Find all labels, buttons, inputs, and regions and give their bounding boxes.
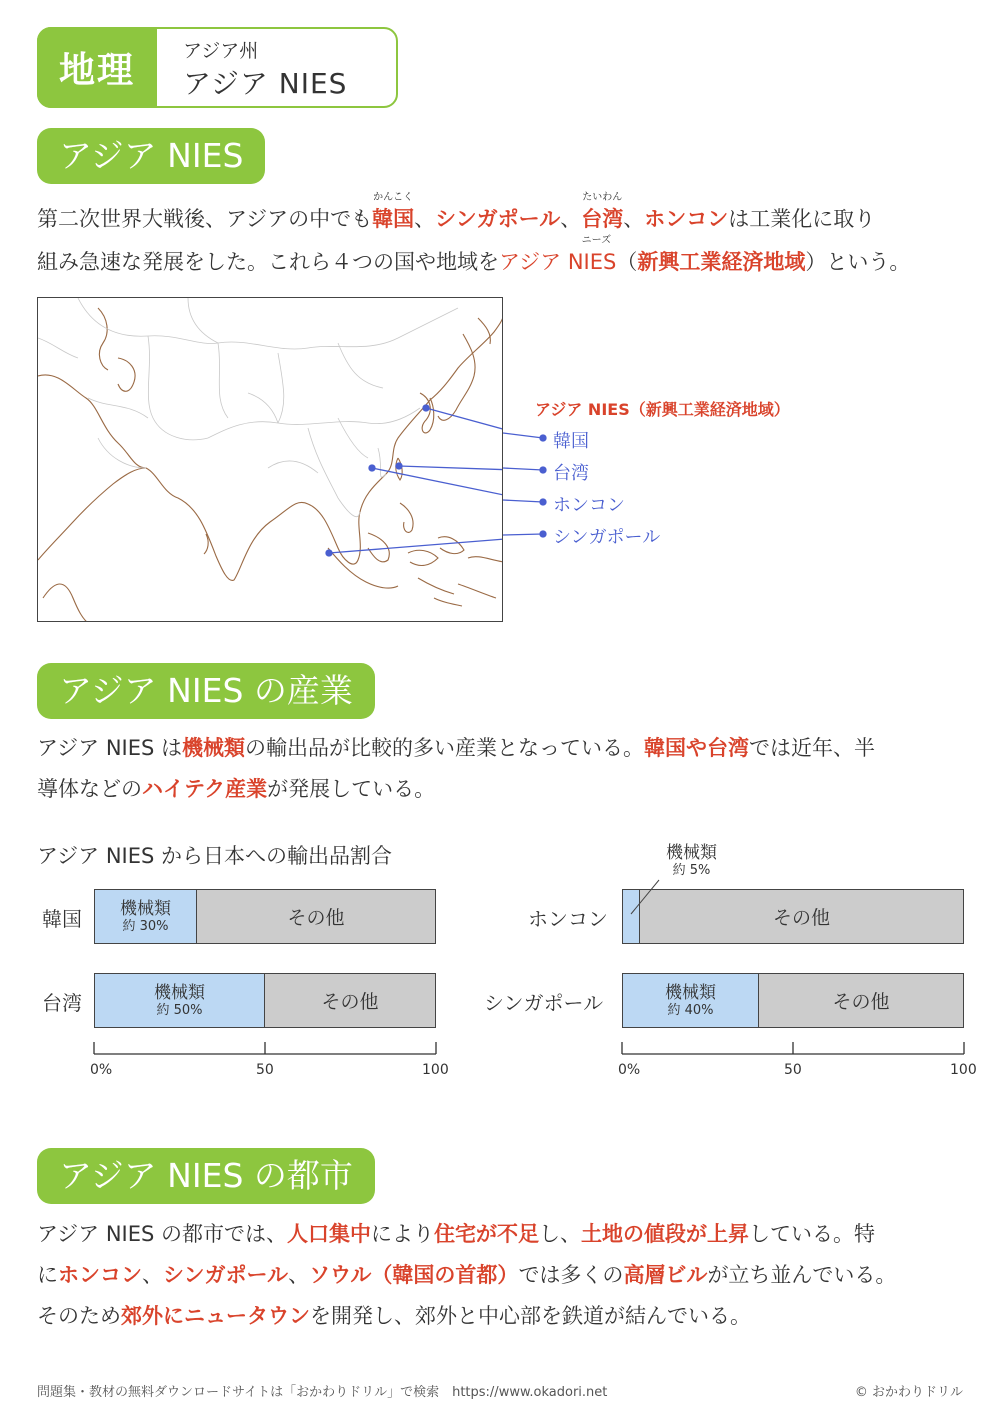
chart-title: アジア NIES から日本への輸出品割合 (37, 844, 393, 868)
leader-taiwan (399, 466, 503, 471)
highlight-singapore: シンガポール (163, 1263, 289, 1287)
label-dot-singapore (540, 531, 546, 537)
point-taiwan (396, 463, 402, 469)
label-dot-hongkong (540, 499, 546, 505)
highlight-nies-definition: 新興工業経済地域 (637, 250, 806, 274)
highlight-machinery: 機械類 (182, 736, 246, 760)
bar-segment-other: その他 (197, 890, 435, 943)
map-label-hongkong: ホンコン (553, 495, 625, 516)
highlight-newtown: 郊外にニュータウン (121, 1304, 310, 1328)
text-run: では多くの (518, 1263, 624, 1287)
leader-taiwan-ext (503, 468, 543, 470)
text-run: 、 (142, 1263, 163, 1287)
tick-label: 100 (422, 1062, 449, 1078)
bar-segment-other: その他 (640, 890, 963, 943)
unit-label: アジア州 (183, 40, 259, 62)
map-graphic (38, 298, 503, 622)
text-run: （ (616, 250, 638, 274)
footer-right: © おかわりドリル (854, 1385, 963, 1400)
bar-segment-machinery (95, 974, 265, 1027)
bar-segment-other: その他 (265, 974, 435, 1027)
segment-name: 機械類 (154, 982, 205, 1003)
tick-label: 50 (784, 1062, 802, 1078)
highlight-land-price: 土地の値段が上昇 (581, 1222, 750, 1246)
highlight-seoul: ソウル（韓国の首都） (309, 1263, 519, 1287)
subject-label: 地理 (37, 27, 157, 108)
highlight-asia-nies (499, 235, 617, 274)
ruby-text: かんこく (373, 192, 414, 203)
map-label-singapore: シンガポール (553, 527, 661, 548)
highlight-singapore: シンガポール (435, 207, 561, 231)
text-run: 、 (560, 207, 582, 231)
text-run: 、 (414, 207, 436, 231)
category-label: 台湾 (42, 991, 82, 1015)
leader-korea (426, 408, 503, 440)
footer-left: 問題集・教材の無料ダウンロードサイトは「おかわりドリル」で検索 https://www.okadori.net (37, 1385, 608, 1400)
callout-hongkong (666, 843, 717, 879)
asia-map (37, 297, 503, 622)
label-dot-korea (540, 435, 546, 441)
bar-segment-machinery (623, 974, 759, 1027)
text-run: アジア NIES は (37, 736, 183, 760)
segment-value: 約 40% (667, 1002, 714, 1018)
text-run: の輸出品が比較的多い産業となっている。 (245, 736, 645, 760)
section1-line2 (37, 235, 911, 284)
map-label-korea: 韓国 (553, 431, 589, 452)
highlight-hongkong: ホンコン (58, 1263, 142, 1287)
leader-korea-ext (503, 433, 543, 438)
segment-value: 約 30% (122, 918, 169, 934)
bar-segment-other: その他 (759, 974, 963, 1027)
map-legend-title: アジア NIES（新興工業経済地域） (535, 400, 790, 419)
text-run: により (371, 1222, 435, 1246)
highlight-korea-taiwan: 韓国や台湾 (644, 736, 750, 760)
section2-line1 (37, 727, 875, 770)
highlight-hongkong: ホンコン (644, 207, 729, 231)
map-label-taiwan: 台湾 (553, 463, 589, 484)
category-label: シンガポール (484, 991, 604, 1015)
ruby-text: ニーズ (581, 235, 612, 246)
text-run: に (37, 1263, 58, 1287)
text-run: し、 (539, 1222, 582, 1246)
text-run: 導体などの (37, 777, 142, 801)
callout-line (625, 878, 665, 918)
text-run: が立ち並んでいる。 (707, 1263, 897, 1287)
text-run: 組み急速な発展をした。これら４つの国や地域を (37, 250, 499, 274)
text-run: 第二次世界大戦後、アジアの中でも (37, 207, 373, 231)
text-run: している。特 (749, 1222, 876, 1246)
text-run: 、 (623, 207, 645, 231)
category-label: ホンコン (528, 907, 608, 931)
section3-line1 (37, 1213, 875, 1256)
segment-name: 機械類 (665, 982, 716, 1003)
coastlines (38, 308, 503, 622)
label-dot-taiwan (540, 467, 546, 473)
bar-taiwan (94, 973, 436, 1028)
text-run: ）という。 (805, 250, 911, 274)
tick-label: 100 (950, 1062, 977, 1078)
bar-singapore (622, 973, 964, 1028)
section-heading-cities: アジア NIES の都市 (37, 1148, 375, 1204)
highlight-text: 台湾 (581, 207, 624, 231)
section-heading-nies: アジア NIES (37, 128, 265, 184)
point-korea (423, 405, 429, 411)
section2-line2 (37, 768, 435, 811)
text-run: そのため (37, 1304, 121, 1328)
callout-value: 約 5% (672, 863, 711, 878)
highlight-text: アジア NIES (499, 250, 617, 274)
highlight-korea (372, 192, 415, 231)
page-title: アジア NIES (183, 67, 348, 100)
axis-left (90, 1040, 440, 1060)
section-heading-industry: アジア NIES の産業 (37, 663, 375, 719)
tick-label: 50 (256, 1062, 274, 1078)
borders (38, 298, 458, 517)
section3-line2 (37, 1254, 896, 1297)
leader-hongkong (372, 468, 503, 503)
ruby-text: たいわん (582, 192, 623, 203)
text-run: 、 (288, 1263, 310, 1287)
bar-segment-machinery (95, 890, 197, 943)
text-run: を開発し、郊外と中心部を鉄道が結んでいる。 (310, 1304, 751, 1328)
point-hongkong (369, 465, 375, 471)
map-leader-extensions (503, 400, 553, 550)
section3-line3 (37, 1295, 751, 1338)
text-run: アジア NIES の都市では、 (37, 1222, 288, 1246)
highlight-text: 韓国 (372, 207, 415, 231)
point-singapore (326, 550, 332, 556)
text-run: では近年、半 (749, 736, 876, 760)
leader-singapore-ext (503, 534, 543, 535)
leader-lines (326, 405, 503, 556)
callout-name: 機械類 (666, 843, 717, 863)
highlight-population: 人口集中 (287, 1222, 372, 1246)
category-label: 韓国 (42, 907, 82, 931)
highlight-housing: 住宅が不足 (434, 1222, 540, 1246)
segment-name: 機械類 (120, 898, 171, 919)
text-run: が発展している。 (267, 777, 436, 801)
axis-right (618, 1040, 968, 1060)
leader-hongkong-ext (503, 500, 543, 502)
highlight-taiwan (581, 192, 624, 231)
text-run: は工業化に取り (728, 207, 876, 231)
tick-label: 0% (90, 1062, 113, 1078)
highlight-highrise: 高層ビル (623, 1263, 708, 1287)
highlight-hightech: ハイテク産業 (142, 777, 268, 801)
section1-line1 (37, 192, 876, 241)
bar-korea (94, 889, 436, 944)
bar-hongkong (622, 889, 964, 944)
segment-value: 約 50% (156, 1002, 203, 1018)
tick-label: 0% (618, 1062, 641, 1078)
